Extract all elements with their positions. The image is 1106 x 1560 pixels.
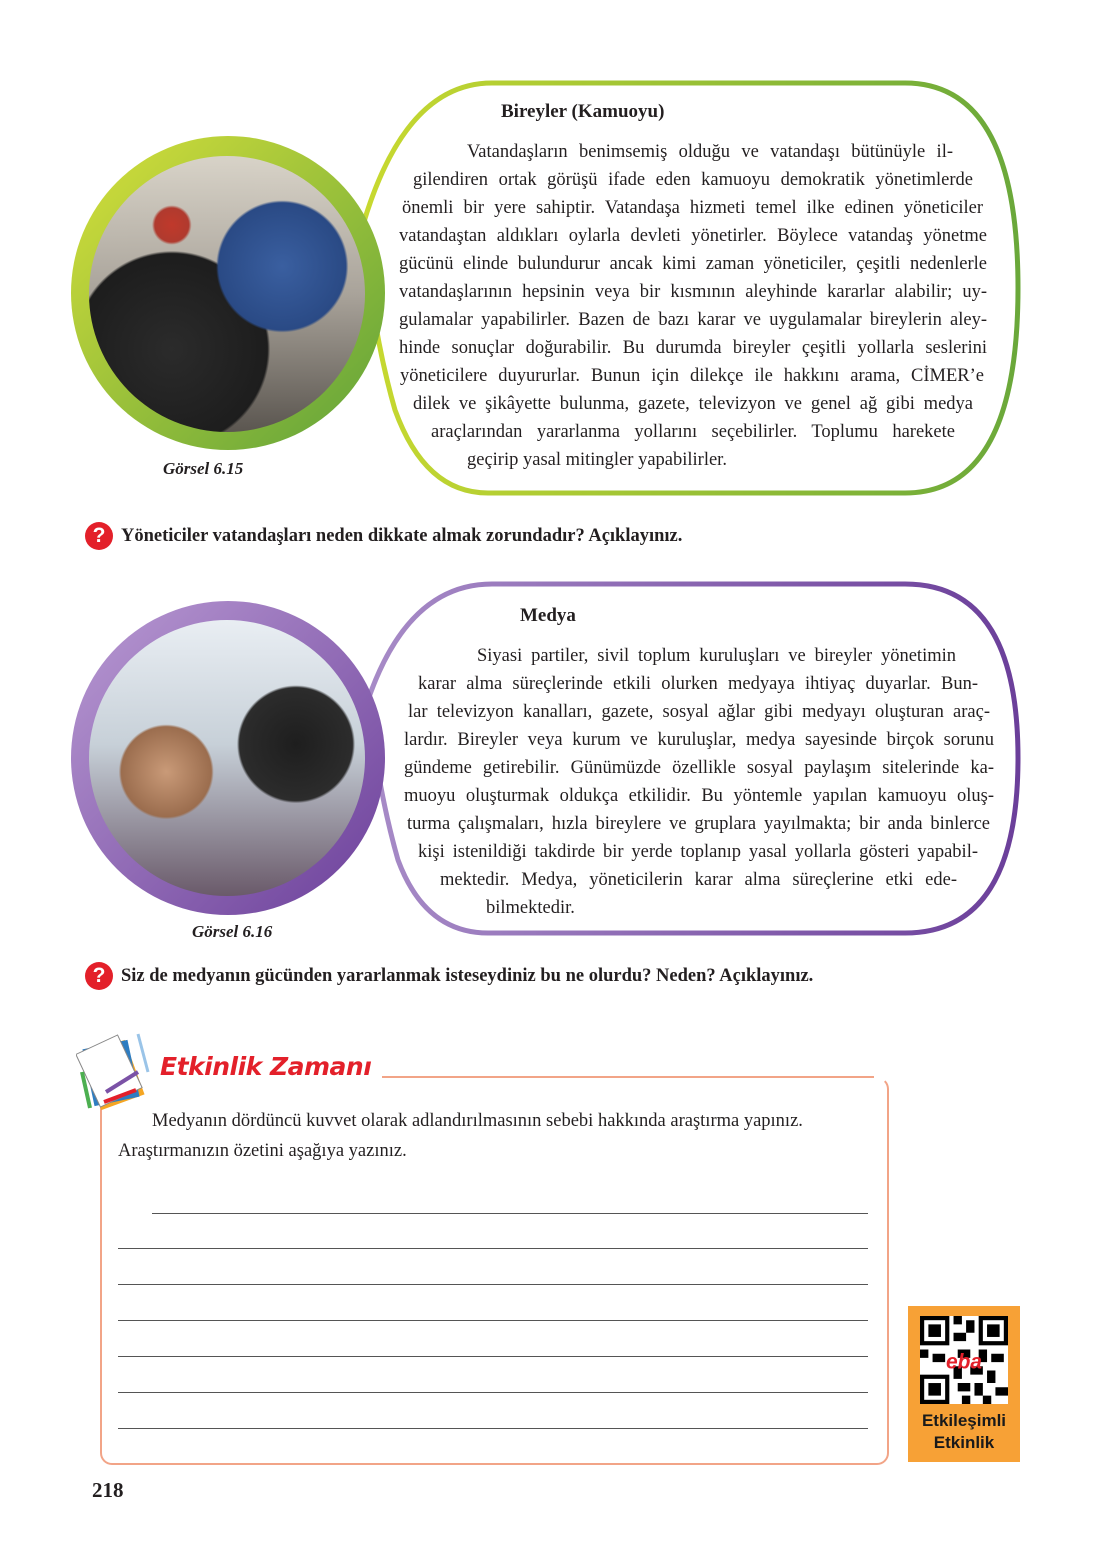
activity-box [100, 1077, 889, 1465]
question-mark-icon: ? [85, 522, 113, 550]
photo-citizens-meeting [89, 156, 365, 432]
activity-instruction-2: Araştırmanızın özetini aşağıya yazınız. [118, 1141, 407, 1161]
qr-label-line2: Etkinlik [933, 1433, 995, 1452]
eba-logo: eba [945, 1350, 983, 1374]
figure-caption: Görsel 6.16 [192, 922, 273, 941]
textbook-page: Bireyler (Kamuoyu) Vatandaşların benimsemiş olduğu ve vatandaşı bütünüyle il- gilendiren ortak görüşü ifade eden kamuoyu demokratik yönetimlerde önemli bir yere sahiptir. Vatandaşa hizmeti temel ilke edinen yöneticiler vatandaştan aldıkları oylarla devleti yönetirler. Böylece vatandaş yönetme gücünü elinde bulundurur ancak kimi zaman yöneticiler, çeşitli nedenlerle vatandaşlarının hepsinin veya bir kısmının aleyhinde kararlar alabilir; uy- gulamalar yapabilirler. Bazen de bazı karar ve uygulamalar bireylerin aley- hinde sonuçlar doğurabilir. Bu durumda bireyler çeşitli yollarla seslerini yöneticilere duyururlar. Bunun için dilekçe ile hakkını arama, CİMER’e dilek ve şikâyette bulunma, gazete, televizyon ve genel ağ gibi medya araçlarından yararlanma yollarını seçebilirler. Toplumu harekete geçirip yasal mitingler yapabilirler. Görsel 6.15 ? Yöneticiler vatandaşları neden dikkate almak zorundadır? Açıklayınız. Medya Siyasi partiler, sivil toplum kuruluşları ve bireyler yönetimin karar alma süreçlerinde etkili olurken medyaya ihtiyaç duyarlar. Bun- lar televizyon kanalları, gazete, sosyal ağlar gibi medyayı oluşturan araç- lardır. Bireyler veya kurum ve kuruluşlar, medya sayesinde birçok sorunu gündeme getirebilir. Günümüzde özellikle sosyal paylaşım sitelerinde ka- muoyu oluşturmak oldukça etkilidir. Bu yöntemle yapılan kamuoyu oluş- turma çalışmaları, hızla bireylere ve gruplara yayılmakta; bir anda binlerce kişi istenildiği takdirde bir yerde toplanıp yasal yollarla gösteri yapabil- mektedir. Medya, yöneticilerin karar alma süreçlerine etki ede- bilmektedir. Görsel 6.16 ? Siz de medyanın gücünden yararlanmak isteseydiniz bu ne olurdu? Neden? Açıklayınız. Etkinlik Zamanı Medyanın dördüncü kuvvet olarak adlandırılmasının sebebi hakkında araştırma yapınız. Araştırmanızın özetini aşağıya yazınız. eba Etkileşimli Etkinlik 218 [0, 0, 1106, 1560]
qr-code-icon [920, 1316, 1008, 1404]
section-title-medya: Medya [520, 605, 576, 626]
photo-camera-operator [89, 620, 365, 896]
figure-caption: Görsel 6.15 [163, 459, 244, 478]
divider [382, 1076, 874, 1078]
activity-instruction: Medyanın dördüncü kuvvet olarak adlandırılmasının sebebi hakkında araştırma yapınız. [152, 1111, 803, 1131]
interactive-activity-qr[interactable] [908, 1306, 1020, 1462]
section-title-kamuoyu: Bireyler (Kamuoyu) [501, 101, 665, 122]
question-1: ? Yöneticiler vatandaşları neden dikkate almak zorundadır? Açıklayınız. [85, 522, 682, 550]
question-2: ? Siz de medyanın gücünden yararlanmak isteseydiniz bu ne olurdu? Neden? Açıklayınız. [85, 962, 813, 990]
question-mark-icon: ? [85, 962, 113, 990]
qr-label-line1: Etkileşimli [921, 1411, 1007, 1430]
page-number: 218 [92, 1478, 124, 1502]
notebook-pencils-icon [76, 1032, 158, 1112]
activity-title: Etkinlik Zamanı [160, 1052, 372, 1081]
